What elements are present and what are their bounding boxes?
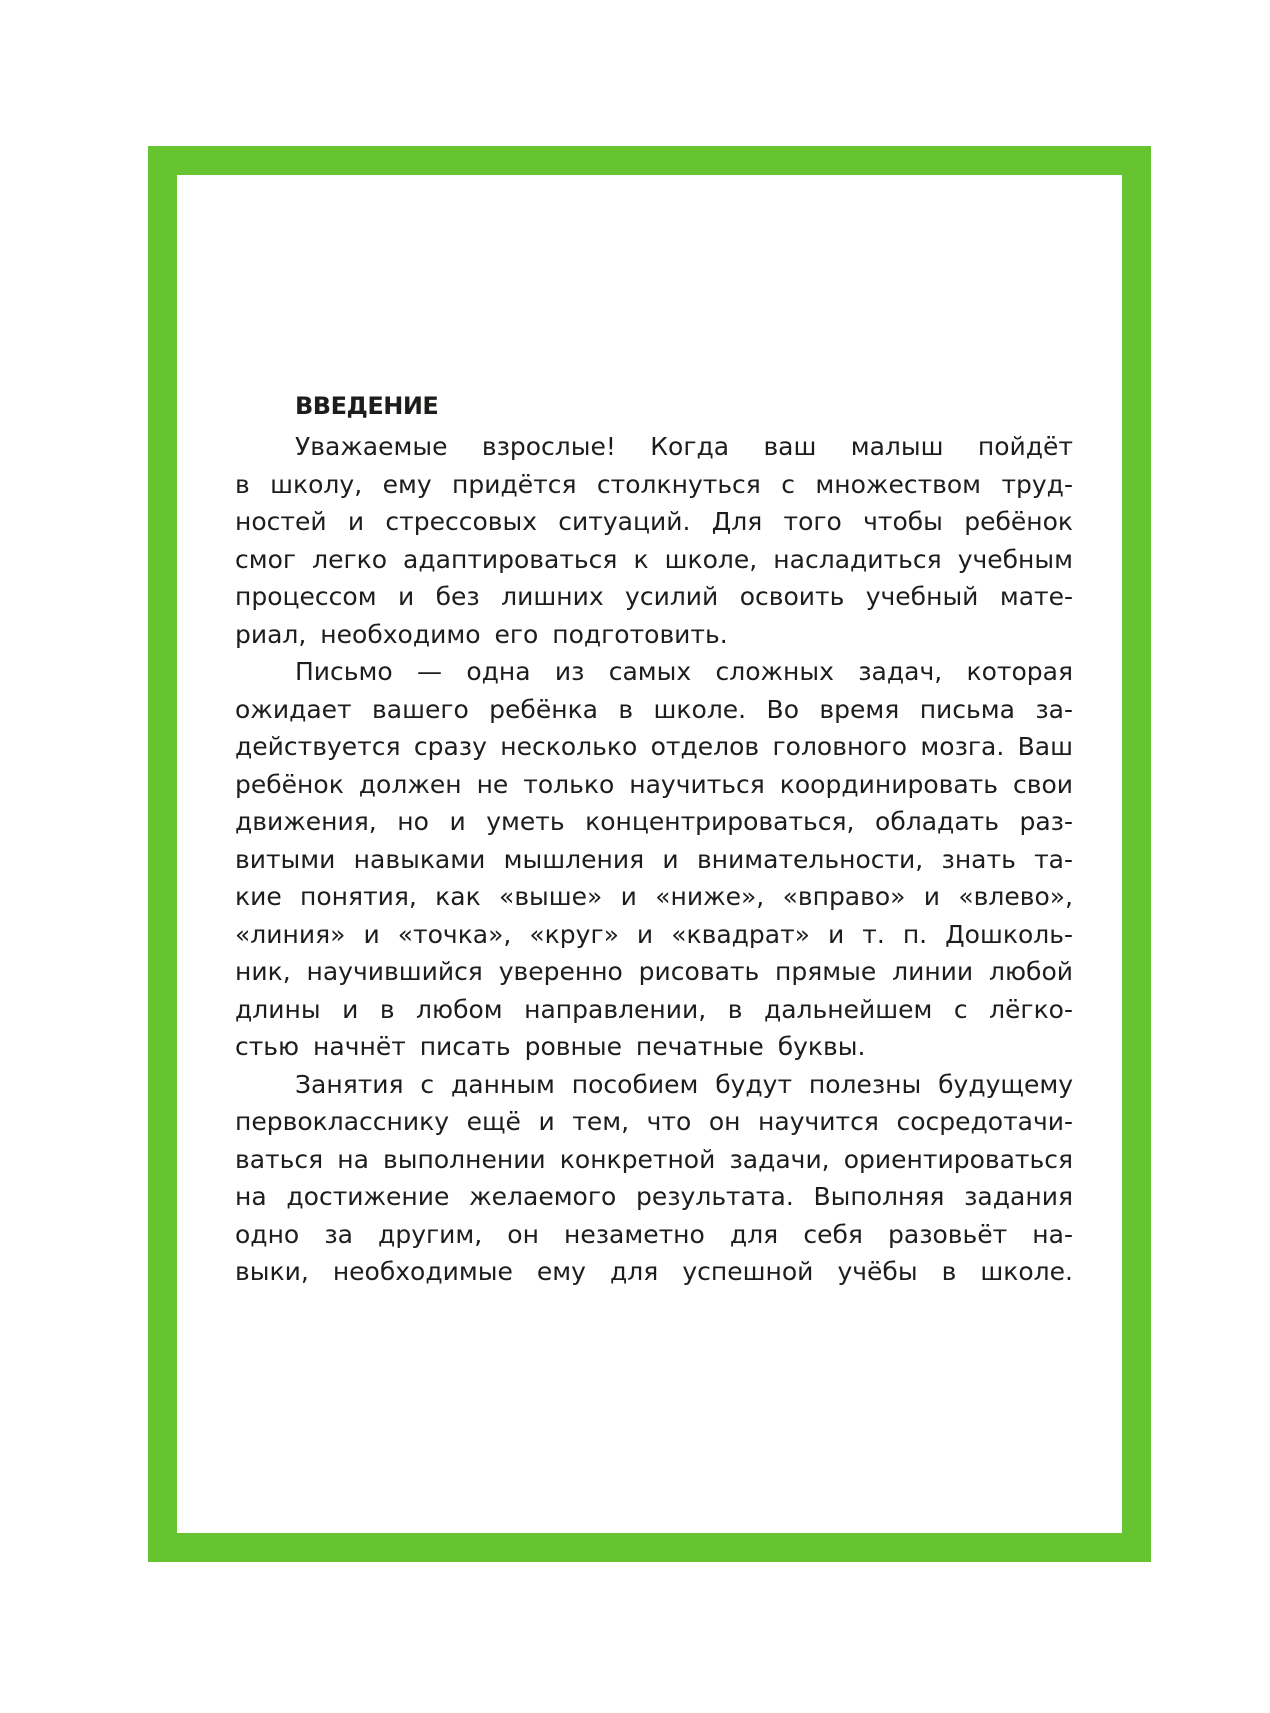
- text-line: стью начнёт писать ровные печатные буквы.: [235, 1032, 866, 1061]
- text-line: одно за другим, он незаметно для себя разовьёт на-: [235, 1219, 1073, 1249]
- paragraph-2: [235, 653, 1073, 1066]
- text-line: «линия» и «точка», «круг» и «квадрат» и т. п. Дошколь-: [235, 919, 1073, 949]
- text-line: первокласснику ещё и тем, что он научится сосредотачи-: [235, 1107, 1073, 1136]
- text-line: выки, необходимые ему для успешной учёбы в школе.: [235, 1257, 1073, 1286]
- text-line: движения, но и уметь концентрироваться, обладать раз-: [235, 807, 1073, 836]
- text-line: витыми навыками мышления и внимательности, знать та-: [235, 844, 1073, 874]
- text-line: ребёнок должен не только научиться координировать свои: [235, 769, 1073, 799]
- text-line: в школу, ему придётся столкнуться с множеством труд-: [235, 469, 1073, 499]
- text-line: Уважаемые взрослые! Когда ваш малыш пойдёт: [295, 432, 1073, 461]
- text-line: ностей и стрессовых ситуаций. Для того чтобы ребёнок: [235, 507, 1073, 536]
- text-line: кие понятия, как «выше» и «ниже», «вправо» и «влево»,: [235, 882, 1073, 911]
- text-line: Занятия с данным пособием будут полезны будущему: [295, 1069, 1073, 1099]
- introduction-section: [235, 384, 1073, 1291]
- paragraph-1: [235, 428, 1073, 653]
- section-title: ВВЕДЕНИЕ: [295, 392, 439, 420]
- text-line: на достижение желаемого результата. Выполняя задания: [235, 1182, 1073, 1211]
- paragraph-3: [235, 1066, 1073, 1291]
- text-line: длины и в любом направлении, в дальнейшем с лёгко-: [235, 994, 1073, 1024]
- text-line: ожидает вашего ребёнка в школе. Во время письма за-: [235, 694, 1073, 724]
- text-line: ваться на выполнении конкретной задачи, ориентироваться: [235, 1144, 1073, 1174]
- text-line: действуется сразу несколько отделов головного мозга. Ваш: [235, 732, 1073, 761]
- text-line: процессом и без лишних усилий освоить учебный мате-: [235, 582, 1073, 611]
- text-line: Письмо — одна из самых сложных задач, которая: [295, 657, 1073, 686]
- text-line: смог легко адаптироваться к школе, насладиться учебным: [235, 544, 1073, 574]
- text-line: ник, научившийся уверенно рисовать прямые линии любой: [235, 957, 1073, 986]
- text-line: риал, необходимо его подготовить.: [235, 619, 728, 649]
